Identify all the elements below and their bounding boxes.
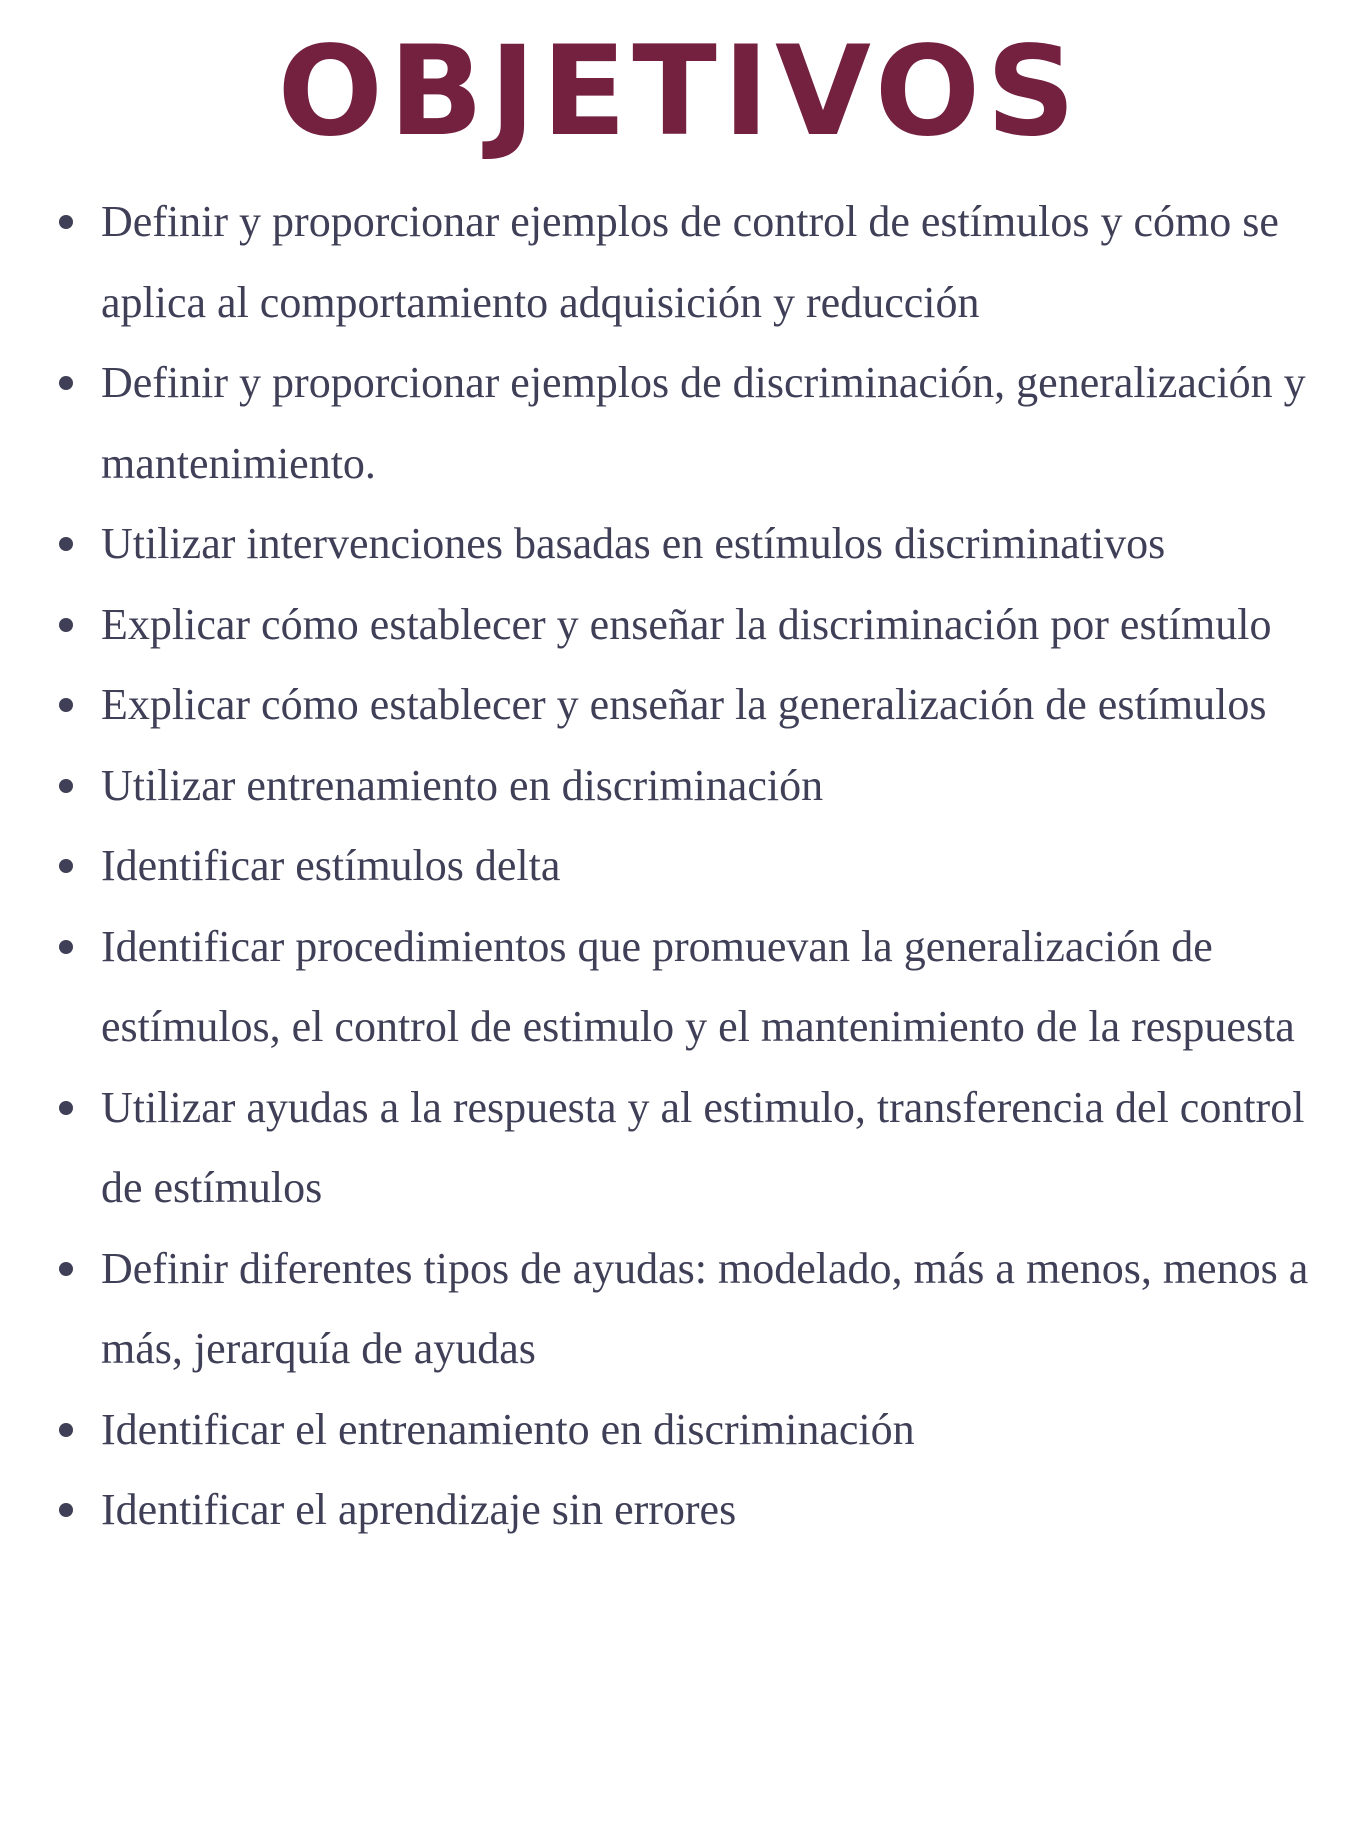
list-item [50,746,1340,827]
list-item [50,1229,1340,1390]
bullet-icon [59,1262,73,1276]
list-item [50,182,1340,343]
bullet-icon [59,859,73,873]
objective-text: Utilizar ayudas a la respuesta y al estimulo, transferencia del control de estímulos [101,1082,1305,1212]
objective-text: Explicar cómo establecer y enseñar la generalización de estímulos [101,680,1267,729]
objective-text: Utilizar entrenamiento en discriminación [101,760,824,810]
bullet-icon [59,940,73,954]
list-item [50,585,1340,666]
list-item [50,665,1340,746]
list-item [50,907,1340,1068]
objectives-list [50,182,1340,1551]
bullet-icon [59,376,73,390]
objective-text: Identificar el aprendizaje sin errores [101,1485,737,1534]
bullet-icon [59,618,73,632]
objective-text: Utilizar intervenciones basadas en estímulos discriminativos [101,519,1166,568]
bullet-icon [59,1503,73,1517]
objective-text: Identificar el entrenamiento en discriminación [101,1404,915,1454]
bullet-icon [59,1101,73,1115]
bullet-icon [59,537,73,551]
bullet-icon [59,1423,73,1437]
objective-text: Definir y proporcionar ejemplos de discriminación, generalización y mantenimiento. [101,358,1306,488]
page-title: OBJETIVOS [277,20,1082,164]
objective-text: Definir diferentes tipos de ayudas: modelado, más a menos, menos a más, jerarquía de ayudas [101,1243,1309,1373]
objective-text: Identificar estímulos delta [101,841,561,890]
list-item [50,826,1340,907]
list-item [50,1390,1340,1471]
list-item [50,1470,1340,1551]
bullet-icon [59,698,73,712]
list-item [50,1068,1340,1229]
objective-text: Explicar cómo establecer y enseñar la discriminación por estímulo [101,599,1272,649]
bullet-icon [59,215,73,229]
bullet-icon [59,779,73,793]
objective-text: Identificar procedimientos que promuevan la generalización de estímulos, el control de estimulo y el mantenimiento de la respuesta [101,921,1295,1051]
list-item [50,343,1340,504]
objective-text: Definir y proporcionar ejemplos de control de estímulos y cómo se aplica al comportamiento adquisición y reducción [101,197,1279,327]
list-item [50,504,1340,585]
